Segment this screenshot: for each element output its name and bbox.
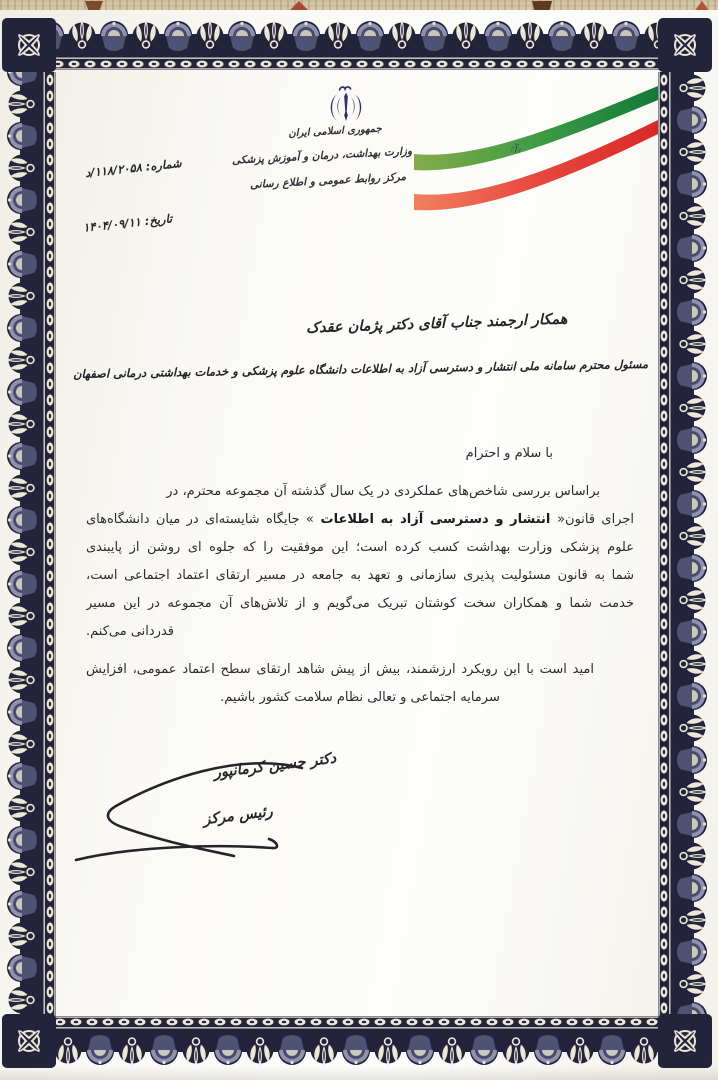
letter-number: شماره: ۱۱۸/۲۰۵۸/د	[84, 155, 183, 181]
body-line: قدردانی می‌کنم.	[86, 624, 174, 639]
body-paragraph-1	[86, 478, 634, 646]
body-paragraph-2	[86, 656, 634, 712]
body-line-pre: اجرای قانون«	[557, 512, 634, 527]
recipient-name: همکار ارجمند جناب آقای دکتر پژمان عقدک	[305, 311, 568, 337]
body-line: شما به قانون مسئولیت پذیری سازمانی و تعهد به جامعه در مسیر ارتقای اعتماد اجتماعی است،	[86, 568, 634, 583]
body-line: امید است با این رویکرد ارزشمند، بیش از پیش شاهد ارتقای سطح اعتماد عمومی، افزایش	[86, 662, 594, 677]
body-line-post: » جایگاه شایسته‌ای در میان دانشگاه‌های	[86, 512, 314, 527]
body-line: براساس بررسی شاخص‌های عملکردی در یک سال گذشته آن مجموعه محترم، در	[166, 484, 600, 499]
signer-title: رئیس مرکز	[202, 803, 274, 829]
letter-date: تاریخ: ۱۴۰۴/۰۹/۱۱	[82, 211, 173, 235]
body-line: خدمت شما و همکاران سخت کوشتان تبریک می‌گویم و از تلاش‌های آن مجموعه در این مسیر	[86, 596, 634, 611]
body-line: سرمایه اجتماعی و تعالی نظام سلامت کشور باشیم.	[220, 690, 500, 705]
body-line	[86, 506, 634, 534]
photo-bottom-shadow	[0, 1066, 718, 1080]
org-name-ministry: وزارت بهداشت، درمان و آموزش پزشکی	[231, 145, 413, 167]
law-title-bold: انتشار و دسترسی آزاد به اطلاعات	[313, 512, 558, 527]
signer-name: دکتر حسین کرمانپور	[212, 750, 338, 782]
flag-ribbon-icon	[412, 66, 660, 216]
recipient-title: مسئول محترم سامانه ملی انتشار و دسترسی آزاد به اطلاعات دانشگاه علوم پزشکی و خدمات بهداشتی درمانی اصفهان	[72, 356, 649, 382]
org-name-center: مرکز روابط عمومی و اطلاع رسانی	[249, 170, 407, 192]
org-name-country: جمهوری اسلامی ایران	[288, 123, 382, 140]
salutation: با سلام و احترام	[465, 446, 553, 461]
body-line: علوم پزشکی وزارت بهداشت کسب کرده است؛ این موفقیت را که جلوه ای روشن از پایبندی	[86, 540, 634, 555]
